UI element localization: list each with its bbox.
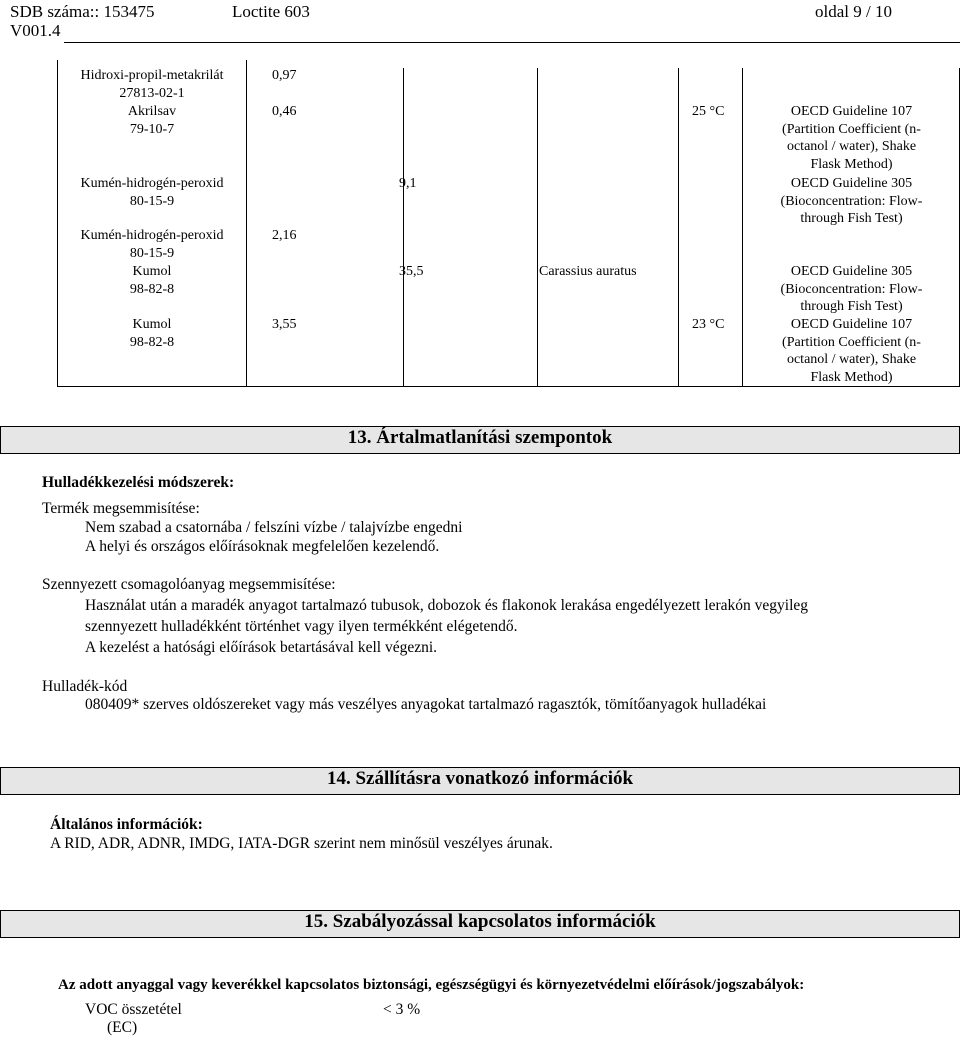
regulations-heading: Az adott anyaggal vagy keverékkel kapcsolatos biztonsági, egészségügyi és környezetvédelmi előírások/jogszabályok: — [58, 977, 805, 993]
page-number: oldal 9 / 10 — [815, 2, 892, 21]
substance-3: Kumén-hidrogén-peroxid 80-15-9 — [80, 176, 224, 209]
substance-5: Kumol 98-82-8 — [129, 264, 175, 297]
substance-4: Kumén-hidrogén-peroxid 80-15-9 — [80, 228, 224, 261]
species: Carassius auratus — [539, 264, 637, 279]
section-14-header — [0, 767, 960, 793]
general-info-heading: Általános információk: — [50, 816, 203, 833]
packaging-label: Szennyezett csomagolóanyag megsemmisítése: — [42, 576, 336, 593]
version: V001.4 — [10, 21, 61, 40]
voc-value: < 3 % — [383, 1001, 421, 1018]
method-1: OECD Guideline 107 (Partition Coefficient (n- octanol / water), Shake Flask Method) — [782, 104, 921, 172]
section-13-header — [0, 426, 960, 452]
logkow-value: 2,16 — [272, 228, 297, 243]
waste-code-line: 080409* szerves oldószereket vagy más veszélyes anyagokat tartalmazó ragasztók, tömítőanyagok hulladékai — [85, 696, 767, 713]
substance-2: Akrilsav 79-10-7 — [127, 104, 177, 137]
product-disposal-label: Termék megsemmisítése: — [42, 500, 200, 517]
method-4: OECD Guideline 107 (Partition Coefficient (n- octanol / water), Shake Flask Method) — [782, 317, 921, 385]
bcf-value: 35,5 — [399, 264, 424, 279]
general-info-text: A RID, ADR, ADNR, IMDG, IATA-DGR szerint nem minősül veszélyes árunak. — [50, 835, 553, 852]
packaging-line: Használat után a maradék anyagot tartalmazó tubusok, dobozok és flakonok lerakása engedélyezett lerakón vegyileg — [85, 597, 809, 614]
table-divider — [403, 68, 404, 387]
logkow-value: 0,46 — [272, 104, 297, 119]
section-15-header — [0, 910, 960, 936]
waste-methods-heading: Hulladékkezelési módszerek: — [42, 474, 235, 491]
section-15-title: 15. Szabályozással kapcsolatos információk — [304, 911, 656, 932]
waste-code-label: Hulladék-kód — [42, 678, 128, 695]
sdb-number: SDB száma:: 153475 — [10, 2, 155, 21]
header-rule — [64, 42, 960, 43]
temperature: 25 °C — [692, 104, 725, 119]
table-bottom-rule — [57, 386, 960, 387]
page-header — [0, 0, 960, 44]
voc-label-ec: (EC) — [107, 1019, 138, 1036]
substance-1: Hidroxi-propil-metakrilát 27813-02-1 — [80, 68, 224, 101]
substance-6: Kumol 98-82-8 — [129, 317, 175, 350]
bcf-value: 9,1 — [399, 176, 417, 191]
product-disposal-line: Nem szabad a csatornába / felszíni vízbe / talajvízbe engedni — [85, 519, 463, 536]
logkow-value: 0,97 — [272, 68, 297, 83]
table-divider — [678, 68, 679, 387]
method-2: OECD Guideline 305 (Bioconcentration: Flow- through Fish Test) — [780, 176, 923, 226]
voc-label: VOC összetétel — [85, 1001, 182, 1018]
packaging-line: A kezelést a hatósági előírások betartásával kell végezni. — [85, 639, 438, 656]
section-14-title: 14. Szállításra vonatkozó információk — [326, 768, 634, 789]
temperature: 23 °C — [692, 317, 725, 332]
ecotox-table — [57, 60, 960, 387]
logkow-value: 3,55 — [272, 317, 297, 332]
section-13-title: 13. Ártalmatlanítási szempontok — [347, 427, 613, 448]
packaging-line: szennyezett hulladékként történhet vagy ilyen termékként elégetendő. — [85, 618, 518, 635]
product-name: Loctite 603 — [232, 2, 310, 21]
product-disposal-line: A helyi és országos előírásoknak megfelelően kezelendő. — [85, 538, 440, 555]
table-divider — [537, 68, 538, 387]
method-3: OECD Guideline 305 (Bioconcentration: Flow- through Fish Test) — [780, 264, 923, 314]
